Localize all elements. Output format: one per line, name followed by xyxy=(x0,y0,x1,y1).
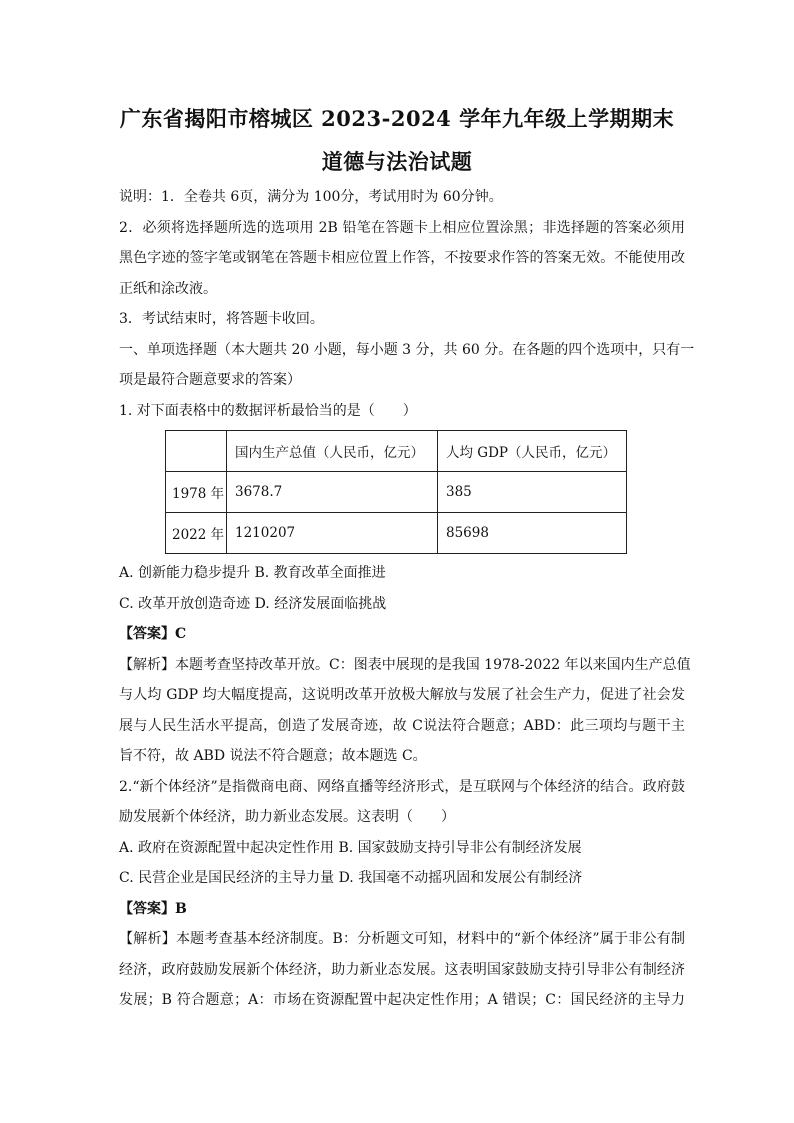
analysis-line: 经济，政府鼓励发展新个体经济，助力新业态发展。这表明国家鼓励支持引导非公有制经济 xyxy=(119,961,685,978)
question-2-stem: 2.“新个体经济”是指微商电商、网络直播等经济形式，是互联网与个体经济的结合。政府鼓 xyxy=(119,778,685,795)
section-intro-line: 项是最符合题意要求的答案） xyxy=(119,372,301,388)
question-2-options: A. 政府在资源配置中起决定性作用 B. 国家鼓励支持引导非公有制经济发展 xyxy=(119,839,582,856)
table-header-row xyxy=(166,431,627,472)
gdp-data-table xyxy=(165,430,627,554)
analysis-line: 展与人民生活水平提高，创造了发展奇迹，故 C说法符合题意；ABD：此三项均与题干主 xyxy=(119,717,685,734)
instruction-line: 黑色字迹的签字笔或钢笔在答题卡相应位置上作答，不按要求作答的答案无效。不能使用改 xyxy=(119,250,685,266)
instruction-line: 2．必须将选择题所选的选项用 2B 铅笔在答题卡上相应位置涂黑；非选择题的答案必须用 xyxy=(119,219,685,236)
analysis-line: 与人均 GDP 均大幅度提高，这说明改革开放极大解放与发展了社会生产力，促进了社会发 xyxy=(119,687,685,703)
question-1-options: C. 改革开放创造奇迹 D. 经济发展面临挑战 xyxy=(119,595,387,612)
analysis-line: 【解析】本题考查基本经济制度。B：分析题文可知，材料中的“新个体经济”属于非公有制 xyxy=(119,931,685,947)
question-1-answer: 【答案】C xyxy=(119,626,187,642)
question-2-stem: 励发展新个体经济，助力新业态发展。这表明（ ） xyxy=(119,809,455,825)
table-cell: 1978 年 xyxy=(166,472,227,513)
table-cell: 1210207 xyxy=(227,513,438,554)
exam-title-line2: 道德与法治试题 xyxy=(321,149,473,174)
section-intro-line: 一、单项选择题（本大题共 20 小题，每小题 3 分，共 60 分。在各题的四个选项中，只有一 xyxy=(119,341,695,358)
exam-title-line1: 广东省揭阳市榕城区 2023-2024 学年九年级上学期期末 xyxy=(119,106,675,131)
analysis-line: 【解析】本题考查坚持改革开放。C：图表中展现的是我国 1978-2022 年以来国内生产总值 xyxy=(119,656,691,673)
question-2-answer: 【答案】B xyxy=(119,900,187,917)
table-cell: 85698 xyxy=(438,513,627,554)
table-header-cell xyxy=(166,431,227,472)
table-cell: 3678.7 xyxy=(227,472,438,513)
instructions-block xyxy=(119,182,695,426)
table-cell: 2022 年 xyxy=(166,513,227,554)
question-1-stem: 1. 对下面表格中的数据评析最恰当的是（ ） xyxy=(119,402,417,419)
question-2-options: C. 民营企业是国民经济的主导力量 D. 我国毫不动摇巩固和发展公有制经济 xyxy=(119,870,583,886)
table-row xyxy=(166,472,627,513)
instruction-line: 说明：1．全卷共 6页，满分为 100分，考试用时为 60分钟。 xyxy=(119,189,503,205)
table-row xyxy=(166,513,627,554)
instruction-line: 正纸和涂改液。 xyxy=(119,280,217,297)
question-1-options: A. 创新能力稳步提升 B. 教育改革全面推进 xyxy=(119,565,386,581)
analysis-line: 发展；B 符合题意；A：市场在资源配置中起决定性作用；A 错误；C：国民经济的主导力 xyxy=(119,992,685,1008)
analysis-line: 旨不符，故 ABD 说法不符合题意；故本题选 C。 xyxy=(119,748,427,764)
table-cell: 385 xyxy=(438,472,627,513)
instruction-line: 3．考试结束时，将答题卡收回。 xyxy=(119,311,324,327)
table-header-cell: 国内生产总值（人民币，亿元） xyxy=(227,431,438,472)
table-header-cell: 人均 GDP（人民币，亿元） xyxy=(438,431,627,472)
question-1-body xyxy=(119,558,691,1016)
